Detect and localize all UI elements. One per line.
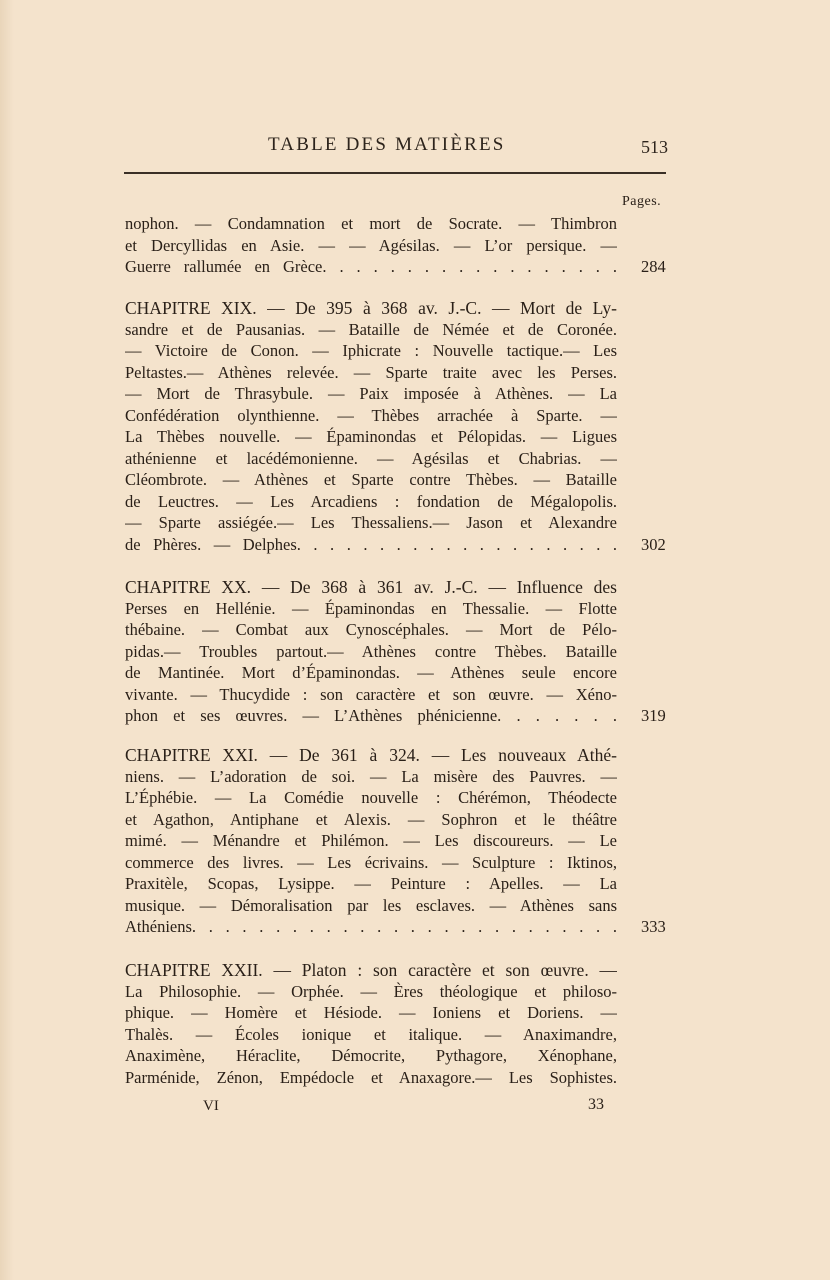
toc-entry-page-number: 284 (641, 257, 666, 276)
header-rule (124, 172, 666, 174)
toc-entry-page-number: 319 (641, 706, 666, 725)
toc-entry-line: Perses en Hellénie. — Épaminondas en Thessalie. — Flotte (125, 598, 617, 618)
toc-entry-line: Anaximène, Héraclite, Démocrite, Pythagore, Xénophane, (125, 1046, 617, 1065)
toc-entry-line: Parménide, Zénon, Empédocle et Anaxagore.— Les Sophistes. (125, 1067, 617, 1087)
toc-entry-line: Praxitèle, Scopas, Lysippe. — Peinture : Apelles. — La (125, 874, 617, 893)
toc-entry-line: de Mantinée. Mort d’Épaminondas. — Athènes seule encore (125, 663, 617, 682)
toc-entry-line: mimé. — Ménandre et Philémon. — Les discoureurs. — Le (125, 831, 617, 850)
toc-entry-line: musique. — Démoralisation par les esclaves. — Athènes sans (125, 895, 617, 915)
toc-entry-line: et Dercyllidas en Asie. — — Agésilas. — L’or persique. — (125, 235, 617, 255)
toc-entry-first-line: CHAPITRE XIX. — De 395 à 368 av. J.-C. — Mort de Ly- (125, 298, 617, 318)
toc-entry-line: L’Éphébie. — La Comédie nouvelle : Chérémon, Théodecte (125, 788, 617, 807)
toc-entry-line: phon et ses œuvres. — L’Athènes phénicienne. . . . . . . (125, 706, 617, 725)
toc-entry-line: Thalès. — Écoles ionique et italique. — Anaximandre, (125, 1024, 617, 1044)
toc-entry-line: et Agathon, Antiphane et Alexis. — Sophron et le théâtre (125, 809, 617, 829)
footer-signature: VI (203, 1098, 219, 1114)
toc-entry-first-line: nophon. — Condamnation et mort de Socrate. — Thimbron (125, 214, 617, 233)
toc-entry-page-number: 333 (641, 917, 666, 936)
toc-entry-line: Peltastes.— Athènes relevée. — Sparte traite avec les Perses. (125, 362, 617, 382)
toc-entry-line: Guerre rallumée en Grèce. . . . . . . . . . . . . . . . . . (125, 257, 617, 276)
toc-entry-line: Athéniens. . . . . . . . . . . . . . . . . . . . . . . . . . (125, 917, 617, 936)
toc-entry-line: La Philosophie. — Orphée. — Ères théologique et philoso- (125, 981, 617, 1001)
toc-entry-line: phique. — Homère et Hésiode. — Ioniens et Doriens. — (125, 1003, 617, 1022)
toc-entry-line: Confédération olynthienne. — Thèbes arrachée à Sparte. — (125, 405, 617, 425)
toc-entry-first-line: CHAPITRE XXI. — De 361 à 324. — Les nouveaux Athé- (125, 745, 617, 765)
toc-entry-line: athénienne et lacédémonienne. — Agésilas et Chabrias. — (125, 448, 617, 468)
toc-entry-line: — Sparte assiégée.— Les Thessaliens.— Jason et Alexandre (125, 513, 617, 532)
toc-entry-line: Cléombrote. — Athènes et Sparte contre Thèbes. — Bataille (125, 470, 617, 489)
toc-entry-line: — Victoire de Conon. — Iphicrate : Nouvelle tactique.— Les (125, 341, 617, 360)
toc-entry-line: de Leuctres. — Les Arcadiens : fondation de Mégalopolis. (125, 491, 617, 511)
toc-entry-line: vivante. — Thucydide : son caractère et son œuvre. — Xéno- (125, 684, 617, 704)
footer-sheet-number: 33 (588, 1096, 604, 1113)
toc-entry-line: pidas.— Troubles partout.— Athènes contre Thèbes. Bataille (125, 641, 617, 661)
toc-entry-line: — Mort de Thrasybule. — Paix imposée à Athènes. — La (125, 384, 617, 403)
running-header-title: TABLE DES MATIÈRES (268, 134, 506, 155)
toc-entry-line: La Thèbes nouvelle. — Épaminondas et Pélopidas. — Ligues (125, 427, 617, 446)
toc-entry-line: thébaine. — Combat aux Cynoscéphales. — Mort de Pélo- (125, 620, 617, 639)
pages-column-label: Pages. (622, 194, 662, 209)
running-header-page-number: 513 (641, 137, 668, 157)
toc-entry-line: sandre et de Pausanias. — Bataille de Némée et de Coronée. (125, 319, 617, 339)
page-edge-shadow (0, 0, 14, 1280)
toc-entry-line: de Phères. — Delphes. . . . . . . . . . . . . . . . . . . . (125, 534, 617, 554)
toc-entry-first-line: CHAPITRE XX. — De 368 à 361 av. J.-C. — Influence des (125, 577, 617, 597)
toc-entry-line: niens. — L’adoration de soi. — La misère des Pauvres. — (125, 766, 617, 786)
toc-entry-page-number: 302 (641, 534, 666, 554)
toc-entry-first-line: CHAPITRE XXII. — Platon : son caractère et son œuvre. — (125, 960, 617, 980)
toc-entry-line: commerce des livres. — Les écrivains. — Sculpture : Iktinos, (125, 852, 617, 872)
